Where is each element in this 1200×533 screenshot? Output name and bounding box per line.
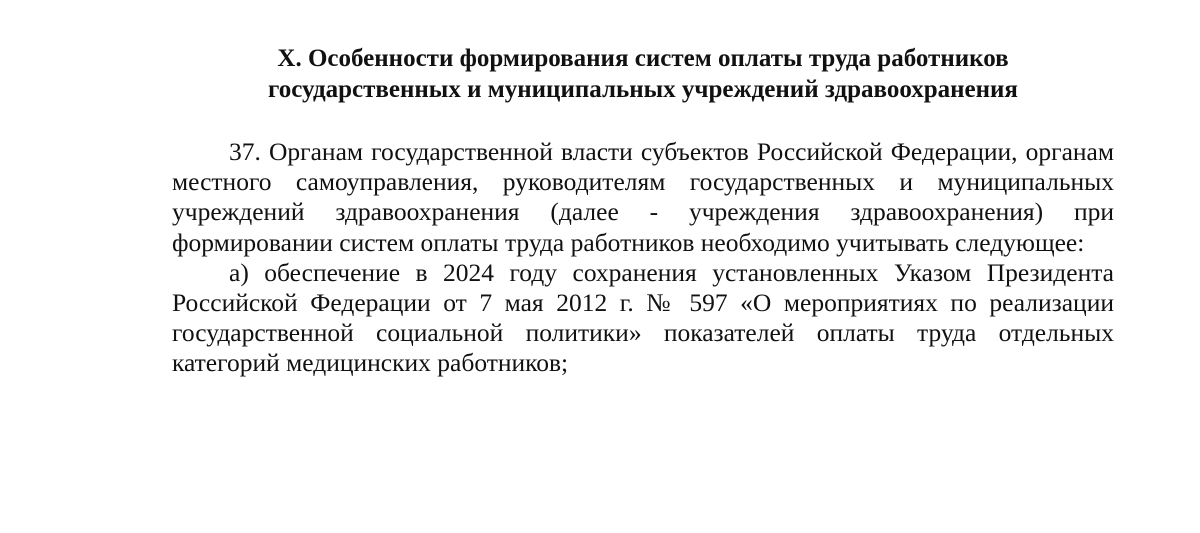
paragraph-a: а) обеспечение в 2024 году сохранения установленных Указом Президента Российской Федерации от 7 мая 2012 г. № 597 «О мероприятиях по реализации государственной социальной политики» показателей оплаты труда отдельных категорий медицинских работников; (172, 257, 1114, 378)
section-heading (172, 43, 1114, 105)
paragraph-37: 37. Органам государственной власти субъектов Российской Федерации, органам местного самоуправления, руководителям государственных и муниципальных учреждений здравоохранения (далее - учреждения здравоохранения) при формировании систем оплаты труда работников необходимо учитывать следующее: (172, 137, 1114, 257)
document-body (172, 137, 1114, 379)
section-heading-line-1: X. Особенности формирования систем оплаты труда работников (277, 45, 1009, 72)
section-heading-line-2: государственных и муниципальных учреждений здравоохранения (268, 76, 1018, 103)
